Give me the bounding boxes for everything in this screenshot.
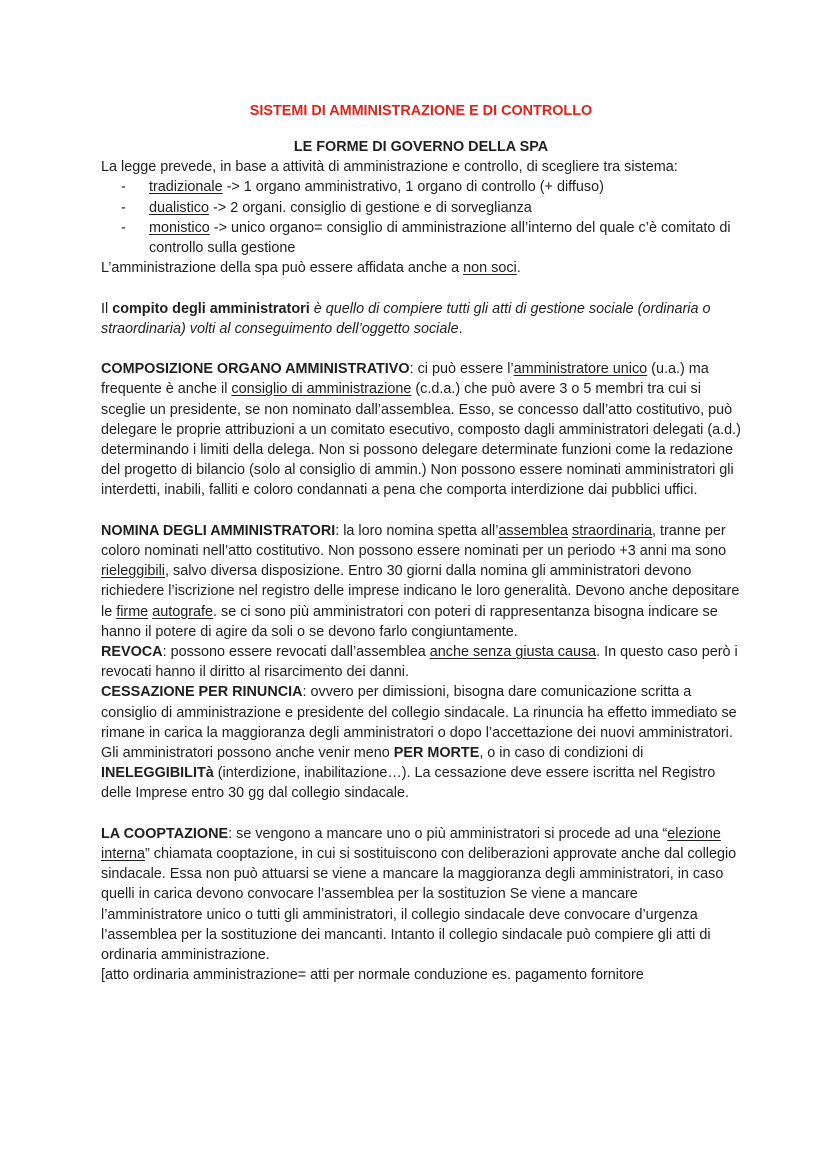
dash-bullet: - xyxy=(121,179,126,196)
underlined-term: straordinaria xyxy=(572,522,653,539)
compito-paragraph xyxy=(101,299,741,339)
underlined-term: autografe xyxy=(152,603,213,620)
intro-closing xyxy=(101,258,741,278)
list-text: -> unico organo= consiglio di amministrazione all’interno del quale c’è comitato di controllo sulla gestione xyxy=(149,219,731,257)
text-run: : possono essere revocati dall’assemblea xyxy=(162,644,430,661)
text-run: : ovvero per dimissioni, bisogna dare comunicazione scritta a consiglio di amministrazione e presidente del collegio sindacale. La rinuncia ha effetto immediato se rimane in carica la maggioranza degli amministratori o dopo l’accettazione dei nuovi amministratori. xyxy=(101,684,737,741)
underlined-term: firme xyxy=(116,603,149,620)
composizione-paragraph xyxy=(101,359,741,500)
text-run: : la loro nomina spetta all’ xyxy=(335,522,499,539)
bold-term: PER MORTE xyxy=(393,745,480,762)
text-run: . In questo caso però i revocati hanno il diritto al risarcimento dei danni. xyxy=(101,644,738,681)
cessazione-paragraph xyxy=(101,682,741,743)
document-body xyxy=(101,101,741,985)
text-run: , tranne per coloro nominati nell’atto costitutivo. Non possono essere nominati per un periodo +3 anni ma sono xyxy=(101,522,727,560)
cooptazione-note: [atto ordinaria amministrazione= atti per normale conduzione es. pagamento fornitore xyxy=(101,967,644,984)
text-run: L’amministrazione della spa può essere affidata anche a xyxy=(101,260,464,277)
list-text: -> 1 organo amministrativo, 1 organo di controllo (+ diffuso) xyxy=(222,179,604,196)
text-run: : se vengono a mancare uno o più amministratori si procede ad una “ xyxy=(228,825,668,842)
list-item xyxy=(101,218,741,258)
list-text: -> 2 organi. consiglio di gestione e di sorveglianza xyxy=(209,199,532,216)
text-run: , salvo diversa disposizione. Entro 30 giorni dalla nomina gli amministratori devono richiedere l’iscrizione nel registro delle imprese indicano le loro generalità. Devono anche depositare le xyxy=(101,563,740,620)
text-run: Gli amministratori possono anche venir meno xyxy=(101,745,394,762)
underlined-term: amministratore unico xyxy=(513,361,648,378)
intro-paragraph: La legge prevede, in base a attività di amministrazione e controllo, di scegliere tra sistema: xyxy=(101,159,678,176)
list-item xyxy=(101,198,741,218)
dash-bullet: - xyxy=(121,199,126,216)
list-item xyxy=(101,177,741,197)
text-run: (interdizione, inabilitazione…). La cessazione deve essere iscritta nel Registro delle Imprese entro 30 gg dal collegio sindacale. xyxy=(101,765,716,802)
dash-bullet: - xyxy=(121,219,126,236)
section-heading: NOMINA DEGLI AMMINISTRATORI xyxy=(101,522,336,539)
text-run: . se ci sono più amministratori con poteri di rappresentanza bisogna indicare se hanno il potere di agire da soli o se devono farlo congiuntamente. xyxy=(101,603,718,640)
underlined-term: consiglio di amministrazione xyxy=(231,381,412,398)
underlined-term: elezione interna xyxy=(101,825,721,863)
text-run: : ci può essere l’ xyxy=(409,361,514,378)
section-heading: REVOCA xyxy=(101,644,163,661)
morte-paragraph xyxy=(101,743,741,804)
bold-term: compito degli amministratori xyxy=(112,300,310,317)
underlined-term: rieleggibili xyxy=(101,563,165,580)
nomina-paragraph xyxy=(101,521,741,642)
revoca-paragraph xyxy=(101,642,741,682)
text-run: . xyxy=(516,260,521,277)
text-run: (u.a.) ma frequente è anche il xyxy=(101,361,709,398)
cooptazione-paragraph xyxy=(101,824,741,965)
section-heading: CESSAZIONE PER RINUNCIA xyxy=(101,684,303,701)
underlined-term: anche senza giusta causa xyxy=(429,644,597,661)
underlined-term: assemblea xyxy=(498,522,569,539)
text-run: , o in caso di condizioni di xyxy=(479,745,644,762)
list-term: tradizionale xyxy=(149,179,223,196)
section-heading: LA COOPTAZIONE xyxy=(101,825,229,842)
list-term: dualistico xyxy=(149,199,209,216)
text-run: ” chiamata cooptazione, in cui si sostituiscono con deliberazioni approvate anche dal collegio sindacale. Essa non può attuarsi se viene a mancare la maggioranza degli amministratori, in caso quelli in carica devono convocare l’assemblea per la sostituzion Se viene a mancare l’amministratore unico o tutti gli amministratori, il collegio sindacale deve convocare d’urgenza l’assemblea per la sostituzione dei mancanti. Intanto il collegio sindacale può compiere gli atti di ordinaria amministrazione. xyxy=(101,846,737,964)
list-term: monistico xyxy=(149,219,210,236)
underlined-term: non soci xyxy=(463,260,517,277)
text-run: (c.d.a.) che può avere 3 o 5 membri tra cui si sceglie un presidente, se non nominato dall’assemblea. Esso, se concesso dall’atto costitutivo, può delegare le proprie attribuzioni a un comitato esecutivo, composto dagli amministratori delegati (a.d.) determinando i limiti della delega. Non si possono delegare determinate funzioni come la redazione del progetto di bilancio (solo al consiglio di ammin.) Non possono essere nominati amministratori gli interdetti, inabili, falliti e coloro condannati a pena che comporta interdizione dai pubblici uffici. xyxy=(101,381,741,499)
section-subtitle: LE FORME DI GOVERNO DELLA SPA xyxy=(293,139,549,155)
document-title: SISTEMI DI AMMINISTRAZIONE E DI CONTROLLO xyxy=(249,103,593,119)
system-list xyxy=(101,177,741,258)
bold-term: INELEGGIBILITà xyxy=(101,765,214,782)
italic-text: è quello di compiere tutti gli atti di gestione sociale (ordinaria o straordinaria) volti al conseguimento dell’oggetto sociale xyxy=(101,300,711,337)
text-run: . xyxy=(458,320,463,337)
text-run: Il xyxy=(101,300,113,317)
section-heading: COMPOSIZIONE ORGANO AMMINISTRATIVO xyxy=(101,361,410,378)
